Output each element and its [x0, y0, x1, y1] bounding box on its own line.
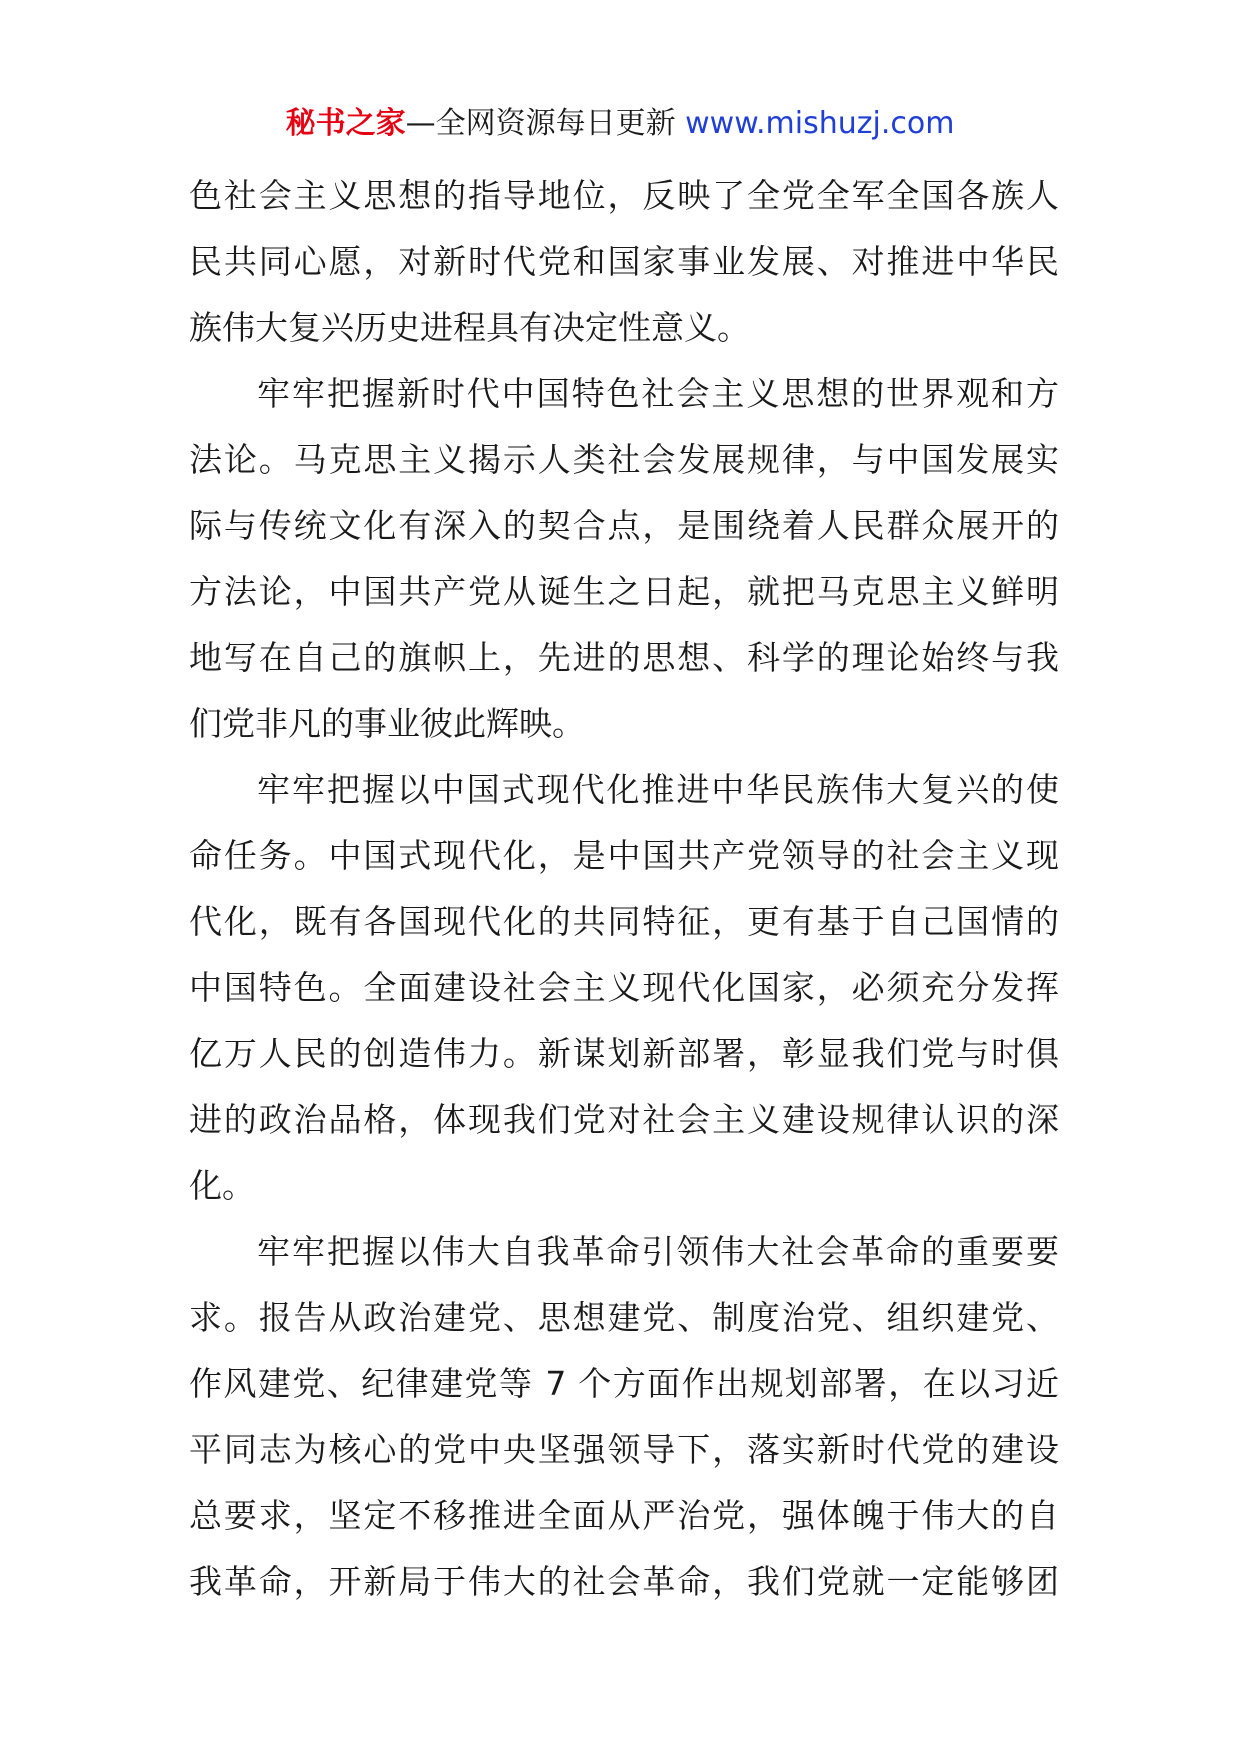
site-brand: 秘书之家	[285, 106, 406, 141]
text-line: 我革命，开新局于伟大的社会革命，我们党就一定能够团	[189, 1562, 1059, 1601]
paragraph-start-line: 牢牢把握新时代中国特色社会主义思想的世界观和方	[257, 374, 1059, 413]
site-slogan: —全网资源每日更新	[405, 106, 686, 141]
text-line: 亿万人民的创造伟力。新谋划新部署，彰显我们党与时俱	[189, 1034, 1059, 1073]
text-line: 族伟大复兴历史进程具有决定性意义。	[189, 308, 750, 347]
text-line: 总要求，坚定不移推进全面从严治党，强体魄于伟大的自	[189, 1496, 1059, 1535]
text-line: 中国特色。全面建设社会主义现代化国家，必须充分发挥	[189, 968, 1059, 1007]
paragraph-start-line: 牢牢把握以伟大自我革命引领伟大社会革命的重要要	[257, 1232, 1059, 1271]
text-line: 命任务。中国式现代化，是中国共产党领导的社会主义现	[189, 836, 1059, 875]
text-line: 方法论，中国共产党从诞生之日起，就把马克思主义鲜明	[189, 572, 1059, 611]
text-line: 进的政治品格，体现我们党对社会主义建设规律认识的深	[189, 1100, 1059, 1139]
text-line: 际与传统文化有深入的契合点，是围绕着人民群众展开的	[189, 506, 1059, 545]
document-body	[189, 163, 1059, 1615]
text-line: 代化，既有各国现代化的共同特征，更有基于自己国情的	[189, 902, 1059, 941]
text-line: 化。	[189, 1166, 255, 1205]
text-line: 法论。马克思主义揭示人类社会发展规律，与中国发展实	[189, 440, 1059, 479]
text-line: 色社会主义思想的指导地位，反映了全党全军全国各族人	[189, 176, 1059, 215]
paragraph-start-line: 牢牢把握以中国式现代化推进中华民族伟大复兴的使	[257, 770, 1059, 809]
text-line: 地写在自己的旗帜上，先进的思想、科学的理论始终与我	[189, 638, 1059, 677]
text-line: 们党非凡的事业彼此辉映。	[189, 704, 585, 743]
text-line: 平同志为核心的党中央坚强领导下，落实新时代党的建设	[189, 1430, 1059, 1469]
text-line: 民共同心愿，对新时代党和国家事业发展、对推进中华民	[189, 242, 1059, 281]
text-line: 作风建党、纪律建党等 7 个方面作出规划部署，在以习近	[189, 1364, 1059, 1403]
page-header	[0, 104, 1240, 144]
text-line: 求。报告从政治建党、思想建党、制度治党、组织建党、	[189, 1298, 1059, 1337]
site-url-link[interactable]: www.mishuzj.com	[685, 106, 955, 141]
